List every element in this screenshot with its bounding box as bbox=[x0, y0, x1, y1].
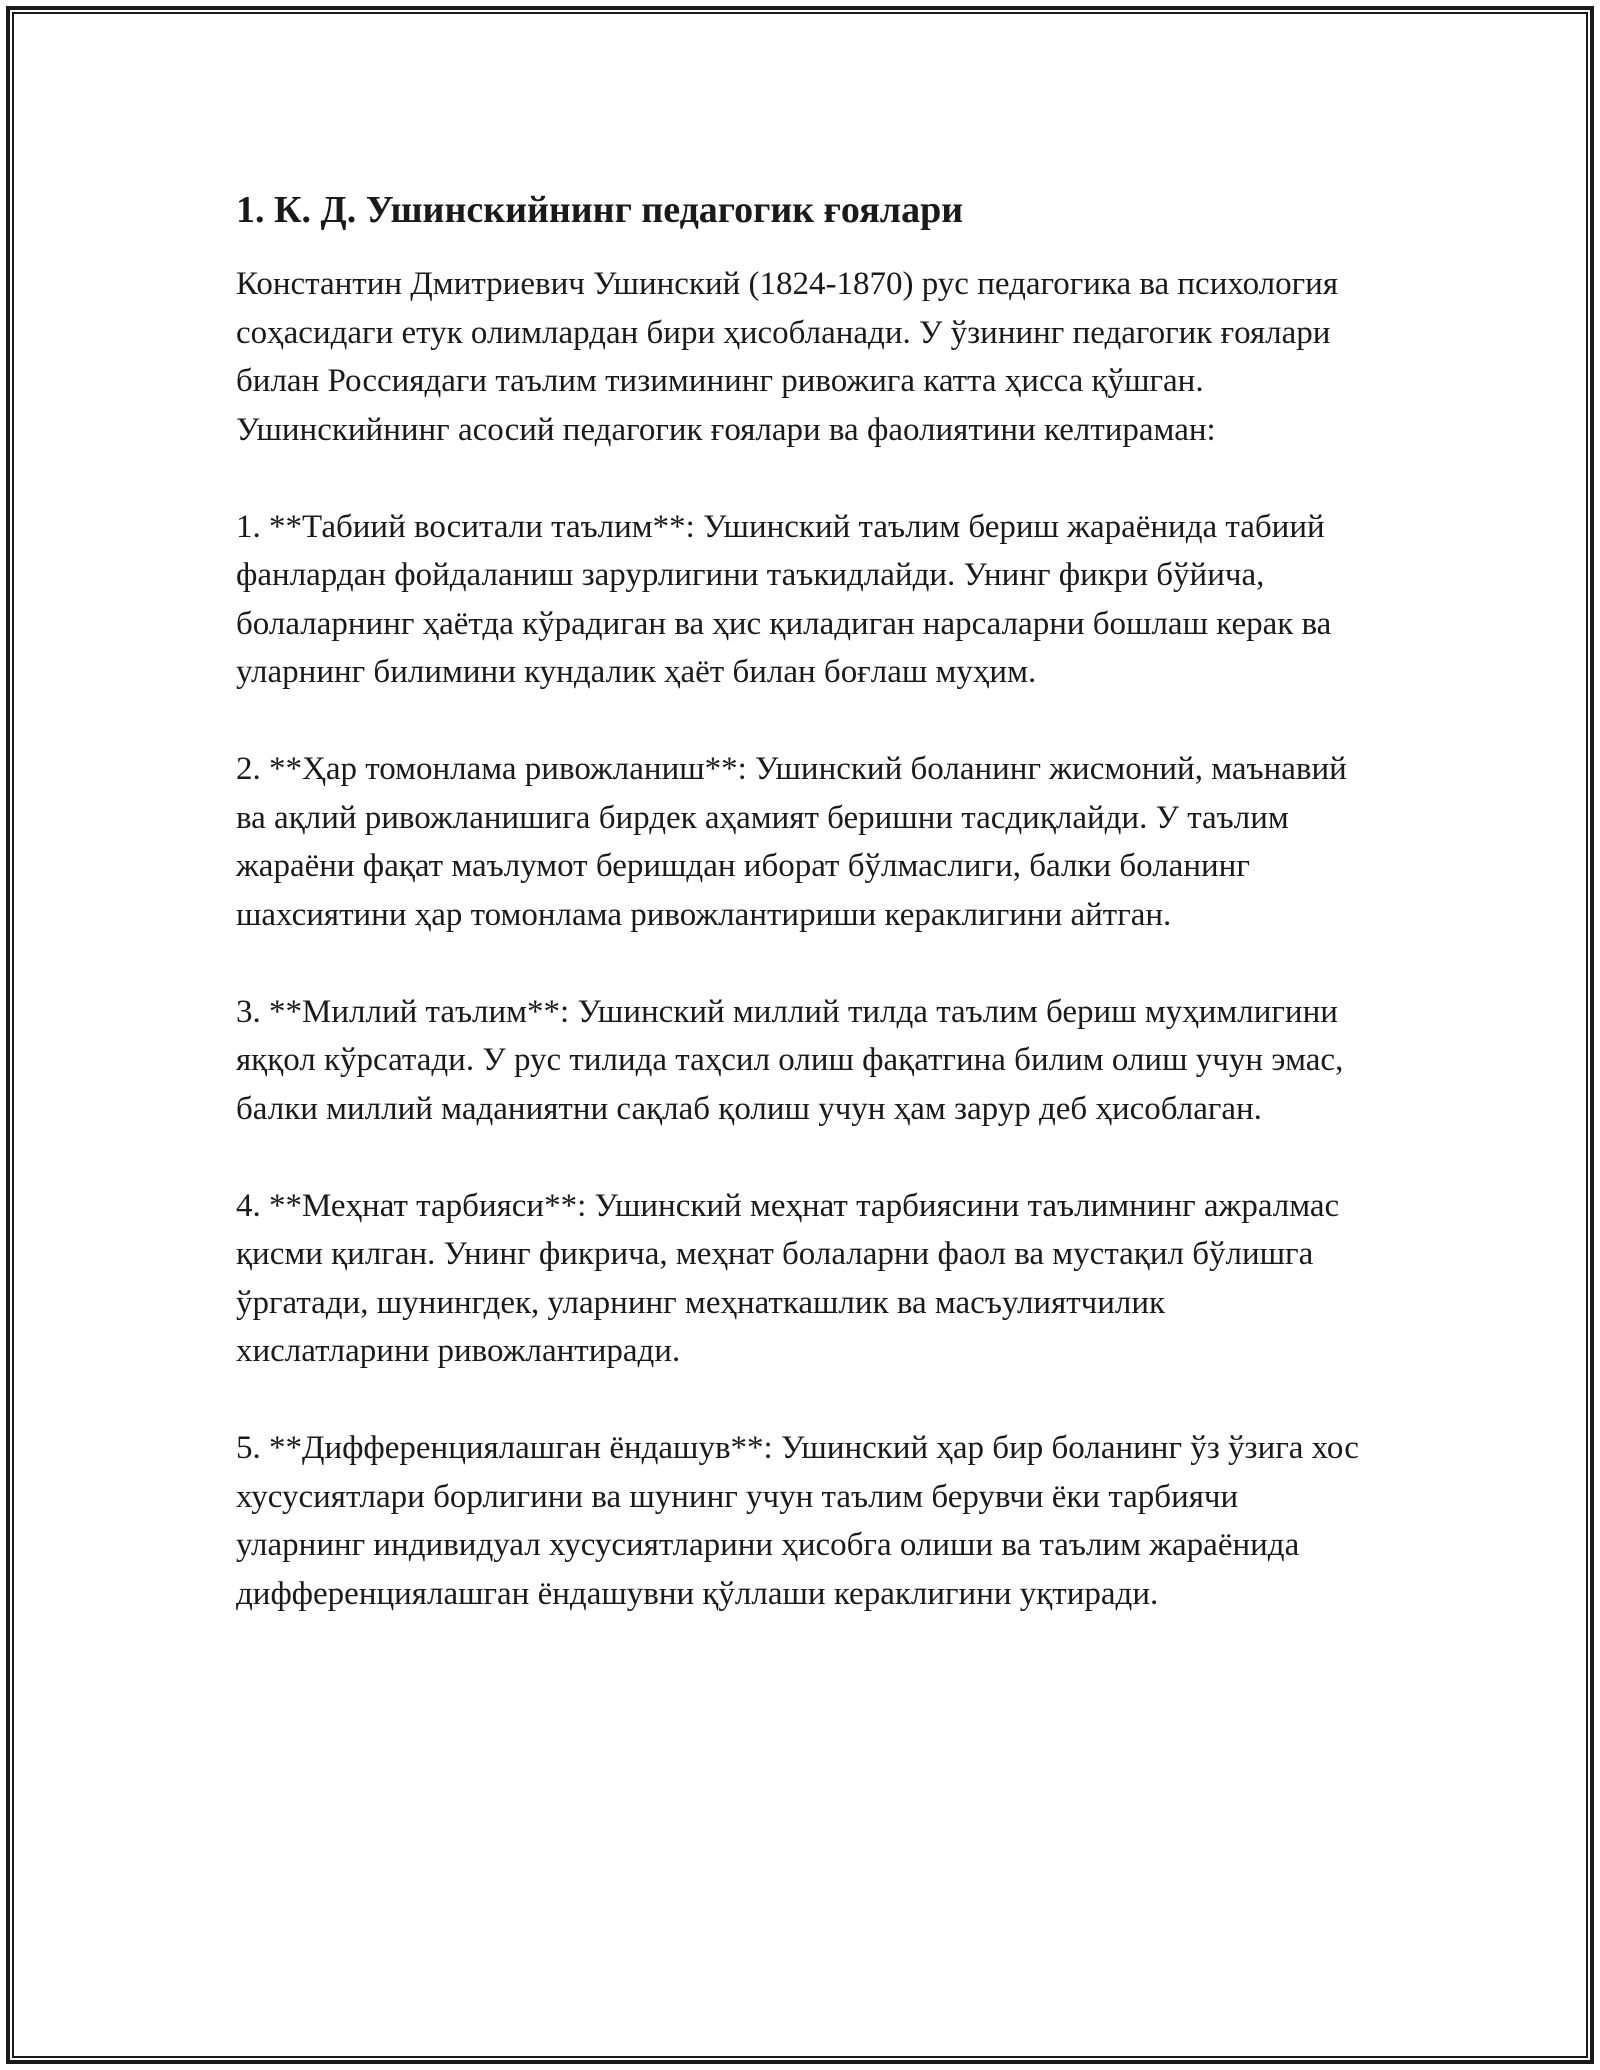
list-item-2: 2. **Ҳар томонлама ривожланиш**: Ушинский боланинг жисмоний, маънавий ва ақлий ривожланишига бирдек аҳамият беришни тасдиқлайди. У таълим жараёни фақат маълумот беришдан иборат бўлмаслиги, балки боланинг шахсиятини ҳар томонлама ривожлантириши кераклигини айтган. bbox=[236, 751, 1347, 933]
page-title: 1. К. Д. Ушинскийнинг педагогик ғоялари bbox=[236, 189, 964, 231]
document-body bbox=[236, 186, 1366, 1667]
list-item-1: 1. **Табиий воситали таълим**: Ушинский таълим бериш жараёнида табиий фанлардан фойдаланиш зарурлигини таъкидлайди. Унинг фикри бўйича, болаларнинг ҳаётда кўрадиган ва ҳис қиладиган нарсаларни бошлаш керак ва уларнинг билимини кундалик ҳаёт билан боғлаш муҳим. bbox=[236, 508, 1332, 690]
list-item-4: 4. **Меҳнат тарбияси**: Ушинский меҳнат тарбиясини таълимнинг ажралмас қисми қилган. Унинг фикрича, меҳнат болаларни фаол ва мустақил бўлишга ўргатади, шунингдек, уларнинг меҳнаткашлик ва масъулиятчилик хислатларини ривожлантиради. bbox=[236, 1187, 1340, 1369]
list-item-5: 5. **Дифференциялашган ёндашув**: Ушинский ҳар бир боланинг ўз ўзига хос хусусиятлари борлигини ва шунинг учун таълим берувчи ёки тарбиячи уларнинг индивидуал хусусиятларини ҳисобга олиши ва таълим жараёнида дифференциялашган ёндашувни қўллаши кераклигини уқтиради. bbox=[236, 1430, 1359, 1612]
list-item-3: 3. **Миллий таълим**: Ушинский миллий тилда таълим бериш муҳимлигини яққол кўрсатади. У рус тилида таҳсил олиш фақатгина билим олиш учун эмас, балки миллий маданиятни сақлаб қолиш учун ҳам зарур деб ҳисоблаган. bbox=[236, 993, 1344, 1127]
intro-paragraph: Константин Дмитриевич Ушинский (1824-1870) рус педагогика ва психология соҳасидаги етук олимлардан бири ҳисобланади. У ўзининг педагогик ғоялари билан Россиядаги таълим тизимининг ривожига катта ҳисса қўшган. Ушинскийнинг асосий педагогик ғоялари ва фаолиятини келтираман: bbox=[236, 266, 1339, 448]
